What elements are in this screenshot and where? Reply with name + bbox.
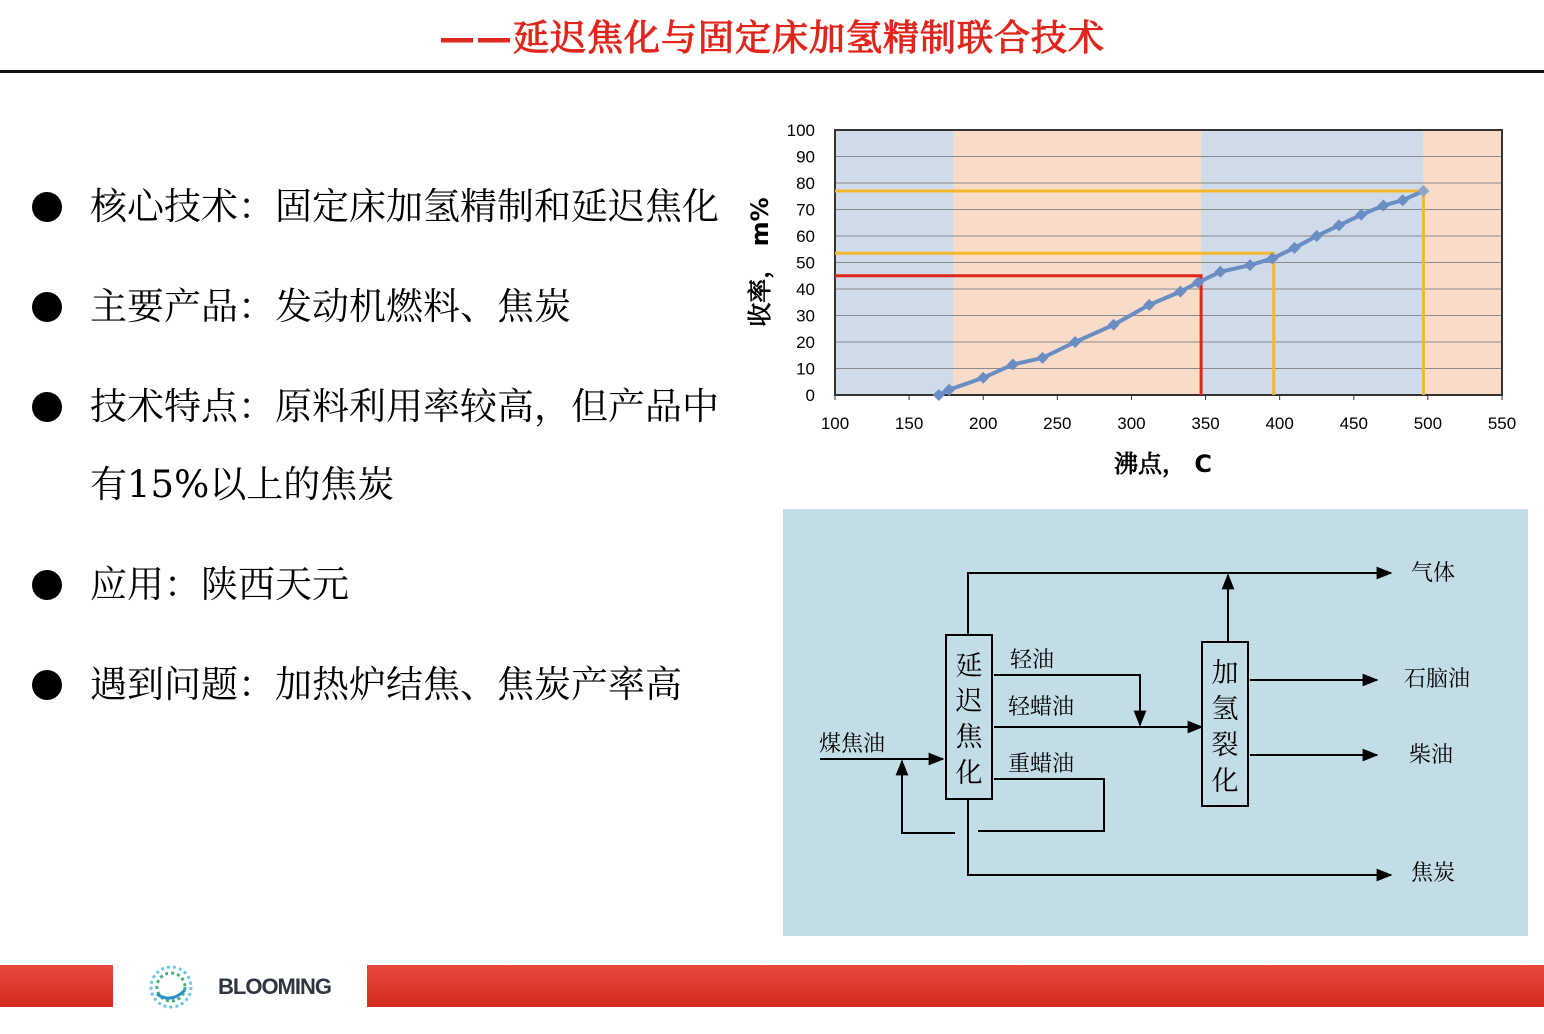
y-tick-label: 20 — [796, 333, 815, 352]
chart-svg — [738, 112, 1528, 492]
x-tick-label: 150 — [894, 414, 924, 433]
title-divider — [0, 70, 1544, 73]
gas-label: 气体 — [1411, 561, 1456, 586]
hydro-char: 化 — [1211, 766, 1239, 797]
bullet-item — [30, 368, 720, 524]
y-tick-label: 60 — [796, 227, 815, 246]
x-tick-label: 500 — [1413, 414, 1443, 433]
hydro-char: 氢 — [1211, 694, 1239, 725]
blooming-logo-icon — [133, 962, 209, 1012]
bullet-text: 应用：陕西天元 — [90, 563, 349, 606]
bullet-dot-icon — [32, 570, 62, 600]
bullet-dot-icon — [32, 292, 62, 322]
footer — [0, 962, 1544, 1012]
y-tick-label: 70 — [796, 200, 815, 220]
heavy-wax-oil-label: 重蜡油 — [1008, 752, 1075, 777]
coke-label: 焦炭 — [1411, 861, 1456, 886]
bullet-dot-icon — [32, 392, 62, 422]
bullet-text: 技术特点：原料利用率较高，但产品中有15%以上的焦炭 — [90, 385, 719, 506]
bullet-item — [30, 546, 720, 624]
coker-char: 焦 — [955, 722, 983, 753]
flow-svg — [783, 509, 1528, 936]
x-tick-label: 550 — [1487, 414, 1517, 433]
x-tick-label: 300 — [1117, 414, 1146, 433]
x-tick-label: 250 — [1043, 414, 1072, 433]
naphtha-label: 石脑油 — [1404, 667, 1471, 692]
diesel-label: 柴油 — [1409, 743, 1454, 768]
bullet-dot-icon — [32, 192, 62, 222]
y-axis-label: 收率， m% — [746, 197, 774, 327]
footer-brand: BLOOMING — [218, 974, 331, 999]
coker-char: 化 — [955, 758, 983, 789]
bullet-item — [30, 646, 720, 724]
y-tick-label: 30 — [796, 306, 815, 326]
page-title: ——延迟焦化与固定床加氢精制联合技术 — [438, 18, 1105, 59]
bullet-text: 核心技术：固定床加氢精制和延迟焦化 — [90, 185, 719, 228]
x-tick-label: 400 — [1265, 414, 1294, 433]
footer-bar-left — [0, 965, 113, 1007]
x-tick-label: 350 — [1191, 414, 1220, 433]
boiling-yield-chart — [738, 112, 1528, 492]
x-tick-label: 200 — [969, 414, 998, 433]
y-tick-label: 10 — [796, 359, 815, 379]
y-tick-label: 80 — [796, 174, 815, 193]
feed-label: 煤焦油 — [819, 732, 886, 757]
light-wax-oil-label: 轻蜡油 — [1008, 695, 1075, 720]
hydro-char: 裂 — [1211, 730, 1239, 761]
y-tick-label: 50 — [796, 253, 815, 273]
x-axis-label: 沸点， C — [1114, 450, 1212, 478]
bullet-list — [30, 168, 720, 746]
y-tick-label: 100 — [786, 121, 815, 140]
coker-char: 迟 — [955, 686, 983, 717]
y-tick-label: 90 — [796, 147, 815, 167]
y-tick-label: 40 — [796, 280, 815, 299]
x-tick-label: 100 — [820, 414, 850, 433]
process-flow-diagram — [783, 509, 1528, 936]
coker-char: 延 — [955, 651, 983, 682]
footer-bar-right — [367, 965, 1544, 1007]
bullet-item — [30, 268, 720, 346]
hydro-char: 加 — [1211, 658, 1239, 689]
light-oil-label: 轻油 — [1010, 648, 1055, 673]
bullet-item — [30, 168, 720, 246]
bullet-dot-icon — [32, 670, 62, 700]
x-tick-label: 450 — [1339, 414, 1368, 433]
bullet-text: 主要产品：发动机燃料、焦炭 — [90, 285, 571, 328]
y-tick-label: 0 — [805, 386, 815, 405]
bullet-text: 遇到问题：加热炉结焦、焦炭产率高 — [90, 663, 682, 706]
